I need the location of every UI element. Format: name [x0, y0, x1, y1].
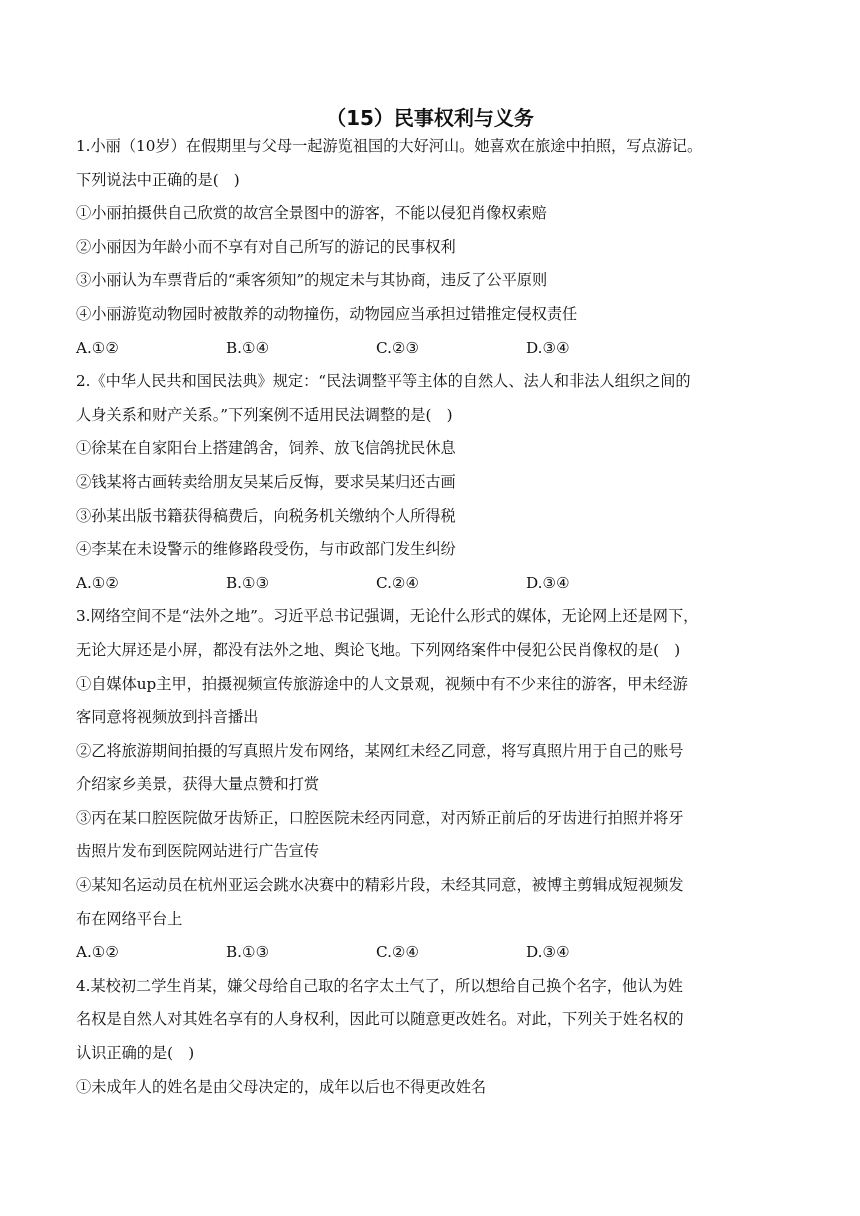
question-1-option-4: ④小丽游览动物园时被散养的动物撞伤，动物园应当承担过错推定侵权责任	[76, 304, 578, 323]
question-3-choice-b: B.①③	[226, 943, 270, 962]
question-2-choice-c: C.②④	[376, 573, 420, 592]
question-1-choice-a: A.①②	[76, 338, 120, 357]
question-1-option-2: ②小丽因为年龄小而不享有对自己所写的游记的民事权利	[76, 237, 456, 256]
question-3-stem-line-2: 无论大屏还是小屏，都没有法外之地、舆论飞地。下列网络案件中侵犯公民肖像权的是( )	[76, 640, 681, 659]
question-2-stem-line-1: 2.《中华人民共和国民法典》规定：“民法调整平等主体的自然人、法人和非法人组织之间的	[76, 372, 691, 391]
question-4-stem-line-2: 名权是自然人对其姓名享有的人身权利，因此可以随意更改姓名。对此，下列关于姓名权的	[76, 1010, 684, 1029]
question-1-choices	[76, 332, 788, 366]
document-title: （15）民事权利与义务	[326, 106, 534, 130]
question-1-option-3: ③小丽认为车票背后的“乘客须知”的规定未与其协商，违反了公平原则	[76, 271, 548, 290]
question-3-option-2-line-2: 介绍家乡美景，获得大量点赞和打赏	[76, 775, 319, 794]
question-2	[76, 365, 788, 600]
question-4-stem-line-1: 4.某校初二学生肖某，嫌父母给自己取的名字太土气了，所以想给自己换个名字，他认为姓	[76, 976, 683, 995]
question-3	[76, 600, 788, 970]
question-1-choice-d: D.③④	[526, 338, 570, 357]
question-2-option-1: ①徐某在自家阳台上搭建鸽舍，饲养、放飞信鸽扰民休息	[76, 439, 456, 458]
question-1-option-1: ①小丽拍摄供自己欣赏的故宫全景图中的游客，不能以侵犯肖像权索赔	[76, 204, 547, 223]
question-2-option-2: ②钱某将古画转卖给朋友吴某后反悔，要求吴某归还古画	[76, 472, 456, 491]
question-1-choice-b: B.①④	[226, 338, 270, 357]
question-3-option-1-line-2: 客同意将视频放到抖音播出	[76, 708, 259, 727]
question-4-option-1: ①未成年人的姓名是由父母决定的，成年以后也不得更改姓名	[76, 1077, 487, 1096]
question-3-option-1-line-1: ①自媒体up主甲，拍摄视频宣传旅游途中的人文景观，视频中有不少来往的游客，甲未经游	[76, 674, 688, 693]
question-4-stem-line-3: 认识正确的是( )	[76, 1044, 195, 1063]
question-3-option-2-line-1: ②乙将旅游期间拍摄的写真照片发布网络，某网红未经乙同意，将写真照片用于自己的账号	[76, 741, 684, 760]
question-2-option-3: ③孙某出版书籍获得稿费后，向税务机关缴纳个人所得税	[76, 506, 456, 525]
question-1-stem-line-1: 1.小丽（10岁）在假期里与父母一起游览祖国的大好河山。她喜欢在旅途中拍照，写点游记。	[76, 137, 703, 155]
question-4	[76, 970, 788, 1104]
question-2-choice-b: B.①③	[226, 573, 270, 592]
document-body	[76, 130, 788, 1104]
question-2-choice-a: A.①②	[76, 573, 120, 592]
question-3-stem-line-1: 3.网络空间不是“法外之地”。习近平总书记强调，无论什么形式的媒体，无论网上还是网下，	[76, 607, 699, 626]
question-1-stem-line-2: 下列说法中正确的是( )	[76, 170, 240, 189]
question-3-option-3-line-1: ③丙在某口腔医院做牙齿矫正，口腔医院未经丙同意，对丙矫正前后的牙齿进行拍照并将牙	[76, 808, 684, 827]
question-1	[76, 130, 788, 365]
question-3-option-3-line-2: 齿照片发布到医院网站进行广告宣传	[76, 842, 319, 861]
question-3-choice-a: A.①②	[76, 943, 120, 962]
question-1-choice-c: C.②③	[376, 338, 420, 357]
question-3-choices	[76, 936, 788, 970]
question-3-option-4-line-2: 布在网络平台上	[76, 909, 183, 928]
question-3-choice-d: D.③④	[526, 943, 570, 962]
question-2-option-4: ④李某在未设警示的维修路段受伤，与市政部门发生纠纷	[76, 540, 456, 559]
question-2-choice-d: D.③④	[526, 573, 570, 592]
question-3-choice-c: C.②④	[376, 943, 420, 962]
question-3-option-4-line-1: ④某知名运动员在杭州亚运会跳水决赛中的精彩片段，未经其同意，被博主剪辑成短视频发	[76, 876, 684, 895]
question-2-choices	[76, 567, 788, 601]
question-2-stem-line-2: 人身关系和财产关系。”下列案例不适用民法调整的是( )	[76, 405, 453, 424]
